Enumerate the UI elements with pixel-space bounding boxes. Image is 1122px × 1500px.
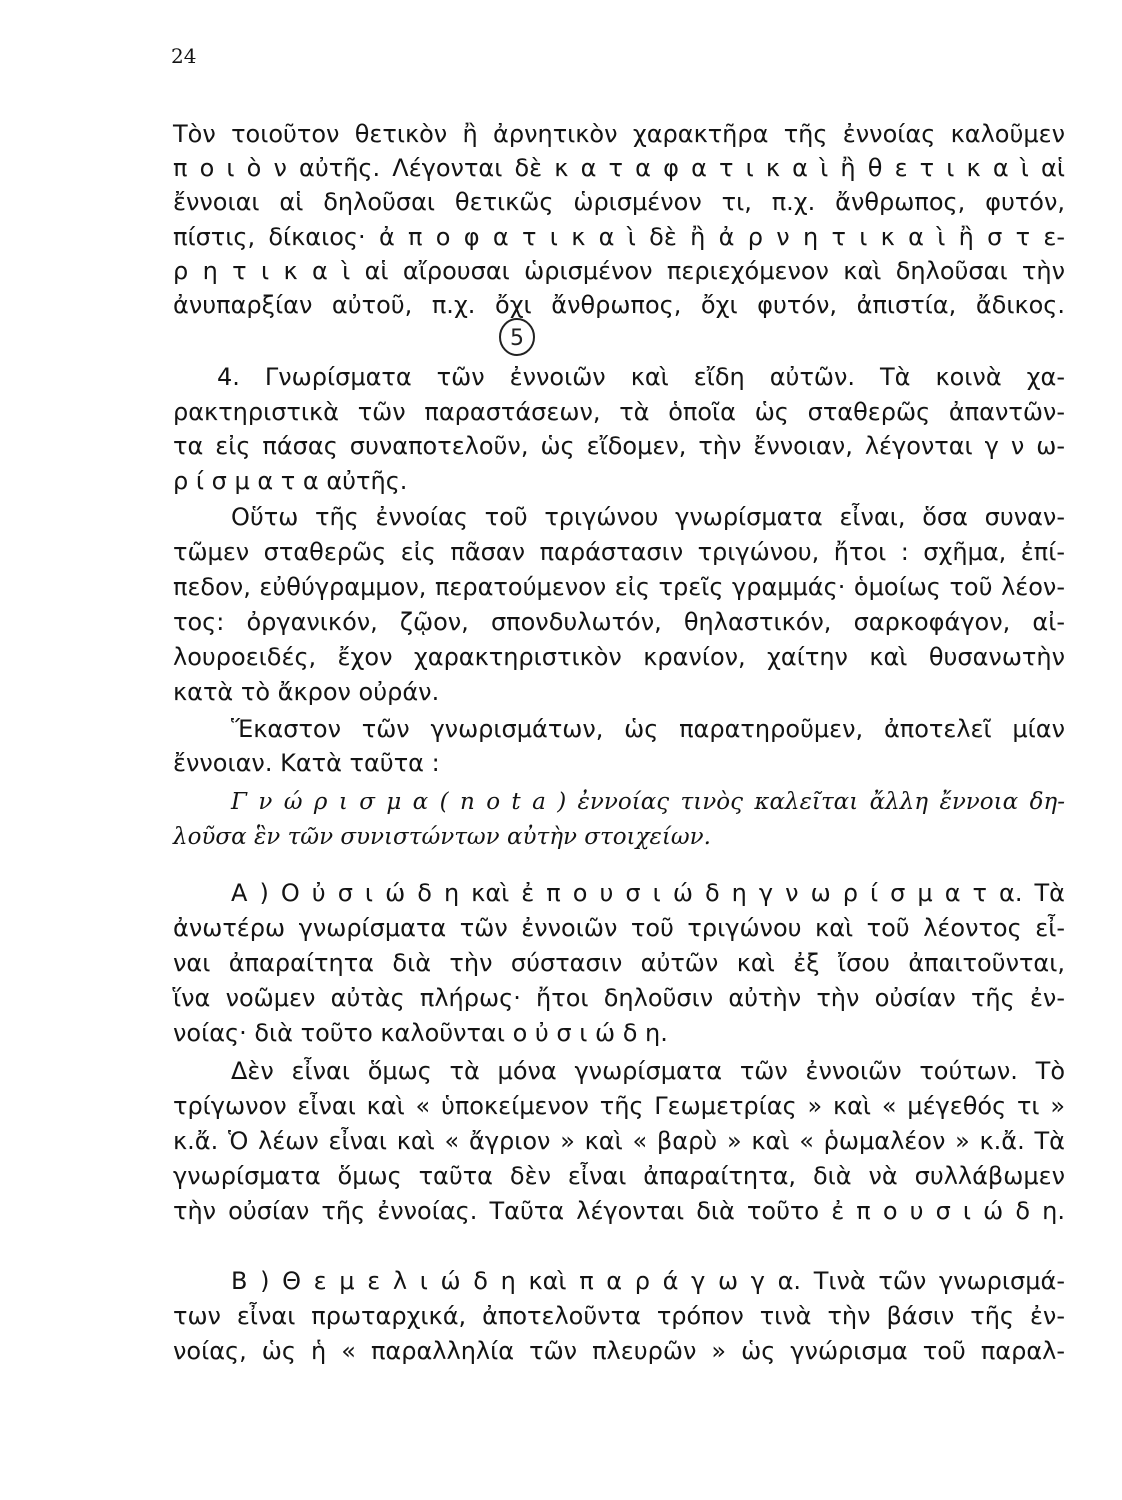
text-line: ἀνυπαρξίαν αὐτοῦ, π.χ. ὄχι ἄνθρωπος, ὄχι φυτόν, ἀπιστία, ἄδικος. [173, 291, 1065, 319]
text-line: ἀνωτέρω γνωρίσματα τῶν ἐννοιῶν τοῦ τριγώνου καὶ τοῦ λέοντος εἶ- [173, 914, 1065, 942]
text-line: των εἶναι πρωταρχικά, ἀποτελοῦντα τρόπον τινὰ τὴν βάσιν τῆς ἐν- [173, 1302, 1065, 1330]
text-line: ρ ί σ μ α τ α αὐτῆς. [173, 467, 408, 495]
text-line: Τὸν τοιοῦτον θετικὸν ἢ ἀρνητικὸν χαρακτῆρα τῆς ἐννοίας καλοῦμεν [173, 120, 1065, 148]
definition-line: λοῦσα ἓν τῶν συνιστώντων αὐτὴν στοιχείων. [173, 824, 711, 850]
text-line: λουροειδές, ἔχον χαρακτηριστικὸν κρανίον, χαίτην καὶ θυσανωτὴν [173, 643, 1065, 671]
section-heading-line: 4. Γνωρίσματα τῶν ἐννοιῶν καὶ εἴδη αὐτῶν. Τὰ κοινὰ χα- [217, 363, 1065, 391]
text-line: ναι ἀπαραίτητα διὰ τὴν σύστασιν αὐτῶν καὶ ἐξ ἴσου ἀπαιτοῦνται, [173, 949, 1065, 977]
text-line: ἵνα νοῶμεν αὐτὰς πλήρως· ἤτοι δηλοῦσιν αὐτὴν τὴν οὐσίαν τῆς ἐν- [173, 984, 1065, 1012]
text-line: Ἕκαστον τῶν γνωρισμάτων, ὡς παρατηροῦμεν, ἀποτελεῖ μίαν [231, 715, 1065, 743]
text-line: κατὰ τὸ ἄκρον οὐράν. [173, 678, 440, 706]
subsection-heading-line: Β ) Θ ε μ ε λ ι ώ δ η καὶ π α ρ ά γ ω γ α. Τινὰ τῶν γνωρισμά- [231, 1267, 1065, 1295]
page-number: 24 [171, 44, 197, 68]
text-line: τῶμεν σταθερῶς εἰς πᾶσαν παράστασιν τριγώνου, ἤτοι : σχῆμα, ἐπί- [173, 538, 1065, 566]
margin-mark-number: 5 [510, 326, 524, 351]
text-line: τρίγωνον εἶναι καὶ « ὑποκείμενον τῆς Γεωμετρίας » καὶ « μέγεθός τι » [173, 1092, 1065, 1120]
text-line: ρακτηριστικὰ τῶν παραστάσεων, τὰ ὁποῖα ὡς σταθερῶς ἀπαντῶν- [173, 398, 1065, 426]
text-line: πεδον, εὐθύγραμμον, περατούμενον εἰς τρεῖς γραμμάς· ὁμοίως τοῦ λέον- [173, 573, 1065, 601]
handwritten-circled-mark [497, 317, 537, 357]
text-line: ἔννοιαι αἱ δηλοῦσαι θετικῶς ὡρισμένον τι, π.χ. ἄνθρωπος, φυτόν, [173, 188, 1065, 216]
text-line: π ο ι ὸ ν αὐτῆς. Λέγονται δὲ κ α τ α φ α τ ι κ α ὶ ἢ θ ε τ ι κ α ὶ αἱ [173, 154, 1065, 182]
definition-line: Γ ν ώ ρ ι σ μ α ( n o t a ) ἐννοίας τινὸς καλεῖται ἄλλη ἔννοια δη- [231, 789, 1065, 815]
subsection-heading-line: Α ) Ο ὐ σ ι ώ δ η καὶ ἐ π ο υ σ ι ώ δ η γ ν ω ρ ί σ μ α τ α. Τὰ [231, 879, 1065, 907]
text-line: κ.ἄ. Ὁ λέων εἶναι καὶ « ἄγριον » καὶ « βαρὺ » καὶ « ῥωμαλέον » κ.ἄ. Τὰ [173, 1127, 1065, 1155]
text-line: Δὲν εἶναι ὅμως τὰ μόνα γνωρίσματα τῶν ἐννοιῶν τούτων. Τὸ [231, 1057, 1065, 1085]
text-line: τα εἰς πάσας συναποτελοῦν, ὡς εἴδομεν, τὴν ἔννοιαν, λέγονται γ ν ω- [173, 432, 1065, 460]
text-line: ρ η τ ι κ α ὶ αἱ αἴρουσαι ὡρισμένον περιεχόμενον καὶ δηλοῦσαι τὴν [173, 257, 1065, 285]
text-line: νοίας· διὰ τοῦτο καλοῦνται ο ὐ σ ι ώ δ η. [173, 1019, 668, 1047]
text-line: Οὕτω τῆς ἐννοίας τοῦ τριγώνου γνωρίσματα εἶναι, ὅσα συναν- [231, 503, 1065, 531]
text-line: τὴν οὐσίαν τῆς ἐννοίας. Ταῦτα λέγονται διὰ τοῦτο ἐ π ο υ σ ι ώ δ η. [173, 1197, 1065, 1225]
text-line: πίστις, δίκαιος· ἀ π ο φ α τ ι κ α ὶ δὲ ἢ ἀ ρ ν η τ ι κ α ὶ ἢ σ τ ε- [173, 223, 1065, 251]
text-line: γνωρίσματα ὅμως ταῦτα δὲν εἶναι ἀπαραίτητα, διὰ νὰ συλλάβωμεν [173, 1162, 1065, 1190]
text-line: τος: ὀργανικόν, ζῷον, σπονδυλωτόν, θηλαστικόν, σαρκοφάγον, αἰ- [173, 608, 1065, 636]
text-line: νοίας, ὡς ἡ « παραλληλία τῶν πλευρῶν » ὡς γνώρισμα τοῦ παραλ- [173, 1337, 1065, 1365]
text-line: ἔννοιαν. Κατὰ ταῦτα : [173, 749, 440, 777]
